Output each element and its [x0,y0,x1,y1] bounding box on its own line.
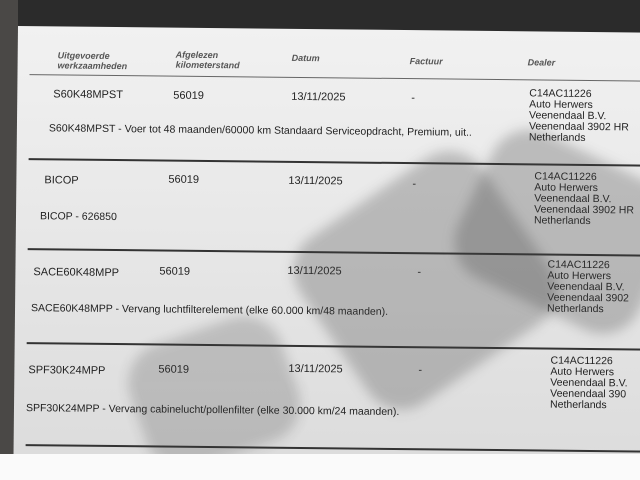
row-dealer: C14AC11226 Auto Herwers Veenendaal B.V. Veenendaal 3902 Netherlands [547,258,629,316]
row-code: S60K48MPST [53,88,124,102]
row-description: SPF30K24MPP - Vervang cabinelucht/pollenfilter (elke 30.000 km/24 maanden). [25,402,400,419]
row-date: 13/11/2025 [288,362,343,376]
row-divider [28,248,640,257]
row-invoice: - [411,92,416,105]
header-invoice: Factuur [409,56,443,67]
row-description: BICOP - 626850 [39,210,117,224]
row-invoice: - [417,266,422,279]
row-dealer: C14AC11226 Auto Herwers Veenendaal B.V. Veenendaal 390 Netherlands [550,354,628,412]
background-surface [0,454,640,480]
header-work: Uitgevoerde werkzaamheden [57,50,128,72]
row-date: 13/11/2025 [288,174,343,188]
row-dealer: C14AC11226 Auto Herwers Veenendaal B.V. Veenendaal 3902 HR Netherlands [528,87,629,144]
shadow-overlay [117,305,311,462]
header-km: Afgelezen kilometerstand [175,49,240,71]
row-code: BICOP [44,174,79,187]
row-invoice: - [418,364,423,377]
header-date: Datum [291,52,320,64]
row-divider [27,342,640,351]
row-code: SPF30K24MPP [28,364,106,377]
row-divider [26,444,640,453]
service-record-document [13,26,640,463]
header-divider [29,74,640,82]
row-dealer: C14AC11226 Auto Herwers Veenendaal B.V. Veenendaal 3902 HR Netherlands [533,170,635,228]
header-dealer: Dealer [527,57,556,68]
row-invoice: - [412,178,417,191]
row-date: 13/11/2025 [291,90,346,104]
row-divider [29,158,640,167]
row-code: SACE60K48MPP [33,266,120,280]
row-km: 56019 [168,173,200,186]
row-description: S60K48MPST - Voer tot 48 maanden/60000 km Standaard Serviceopdracht, Premium, uit.. [48,122,472,139]
row-km: 56019 [158,363,190,376]
row-date: 13/11/2025 [287,264,342,278]
row-km: 56019 [159,265,191,278]
row-km: 56019 [173,89,204,102]
row-description: SACE60K48MPP - Vervang luchtfilterelement (elke 60.000 km/48 maanden). [30,302,389,318]
